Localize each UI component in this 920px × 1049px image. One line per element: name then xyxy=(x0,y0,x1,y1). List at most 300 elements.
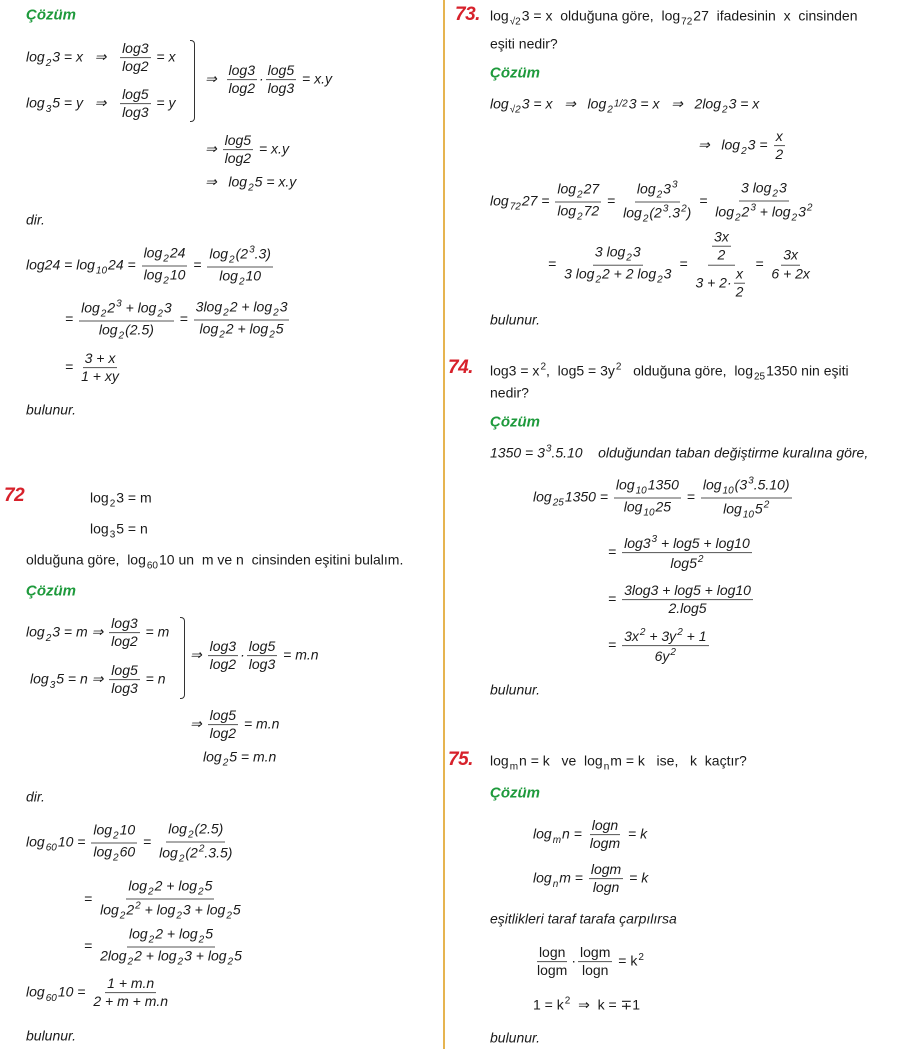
math-text: log3 xyxy=(624,535,651,552)
equation-line xyxy=(205,175,296,194)
math-text: log3 xyxy=(122,104,149,121)
math-text: 3 xyxy=(663,180,671,197)
math-text: 3 log xyxy=(564,265,595,282)
math-text: m = xyxy=(559,869,587,886)
subscript xyxy=(657,275,663,286)
math-text: ⇒ xyxy=(190,715,206,732)
question-line xyxy=(90,491,152,510)
math-text: log xyxy=(615,476,635,493)
math-text: 2 xyxy=(269,329,275,341)
subscript xyxy=(510,762,518,773)
question-line xyxy=(490,385,529,400)
equation-line xyxy=(698,129,787,163)
subscript xyxy=(553,835,561,846)
question-line xyxy=(490,754,747,773)
math-text: 2 xyxy=(577,189,583,201)
math-text: 3 xyxy=(49,679,56,691)
equation-line xyxy=(205,133,289,167)
math-text: logm xyxy=(580,944,611,961)
math-text: log xyxy=(490,7,509,24)
problem-number: 74. xyxy=(448,357,473,378)
math-text: 3 xyxy=(651,534,658,546)
equation-line xyxy=(608,534,754,572)
math-text: 2 xyxy=(734,212,741,224)
math-text: + log xyxy=(140,901,176,918)
math-text: log xyxy=(623,204,642,221)
math-text: · xyxy=(240,646,245,663)
math-text: 2 + m + m.n xyxy=(93,993,169,1010)
superscript xyxy=(764,500,770,511)
subscript xyxy=(577,190,583,201)
subscript xyxy=(147,561,158,572)
math-text: ⇒ k = ∓1 xyxy=(570,996,641,1013)
denominator xyxy=(535,963,569,979)
numerator xyxy=(127,927,215,948)
subscript xyxy=(239,277,245,288)
math-text: 60 xyxy=(146,560,158,572)
right-brace xyxy=(180,617,185,699)
numerator xyxy=(79,299,174,322)
denominator xyxy=(668,554,705,572)
math-text: √2 xyxy=(509,16,521,28)
denominator xyxy=(91,994,170,1010)
math-text: log5 xyxy=(670,555,697,572)
denominator xyxy=(98,948,244,968)
math-text: logn xyxy=(538,944,566,961)
numerator xyxy=(83,351,118,368)
text-bulunur: bulunur. xyxy=(490,1029,541,1046)
subscript xyxy=(96,266,107,277)
math-text: + log xyxy=(121,299,157,316)
denominator xyxy=(208,657,238,673)
math-text: log xyxy=(98,321,118,338)
math-text: 3 xyxy=(279,298,288,315)
math-text: log5 xyxy=(122,86,149,103)
math-text: 5 xyxy=(754,500,763,517)
math-text: 2 xyxy=(226,910,232,922)
math-text: log xyxy=(81,299,100,316)
math-text: = xyxy=(675,255,692,272)
math-text: 1/2 xyxy=(613,98,628,110)
subscript xyxy=(643,508,654,519)
math-text: log xyxy=(636,180,656,197)
math-text: log xyxy=(702,476,722,493)
math-text: .3.5) xyxy=(204,844,233,861)
math-text: 2 xyxy=(118,330,125,342)
math-text: log xyxy=(209,245,229,262)
math-text: 27 ifadesinin x cinsinden xyxy=(693,7,858,24)
subscript xyxy=(101,309,107,320)
question-line xyxy=(490,9,858,28)
math-text: 2 xyxy=(176,910,182,922)
subscript xyxy=(772,189,778,200)
subscript xyxy=(722,105,728,116)
numerator xyxy=(708,230,735,266)
subscript xyxy=(607,98,628,116)
math-text: 2 xyxy=(595,274,601,286)
math-text: 2 xyxy=(657,274,663,286)
math-text: log2 xyxy=(111,633,138,650)
math-text: log xyxy=(533,488,552,505)
math-text: eşitlikleri taraf tarafa çarpılırsa xyxy=(490,910,677,927)
subscript xyxy=(157,309,163,320)
math-text: 3x xyxy=(624,628,639,645)
math-text: log xyxy=(557,180,577,197)
numerator xyxy=(142,246,188,267)
math-text: log xyxy=(93,821,113,838)
math-text: 3 xyxy=(545,443,552,455)
equation-line xyxy=(30,663,166,697)
math-text: log xyxy=(219,267,238,284)
fraction xyxy=(207,245,273,288)
math-text: log2 xyxy=(224,150,252,167)
subscript xyxy=(223,758,229,769)
math-text: 27 xyxy=(583,180,600,197)
math-text: 3 xyxy=(662,203,669,215)
math-text: 1350 = xyxy=(564,488,612,505)
math-text: 3 xyxy=(778,179,787,196)
math-text: 10 xyxy=(119,821,136,838)
math-text: √2 xyxy=(509,104,521,116)
math-text: 2 xyxy=(45,632,52,644)
fraction xyxy=(588,818,622,852)
fraction xyxy=(120,41,150,75)
math-text: 5 = x.y xyxy=(254,173,297,190)
math-text: 2 xyxy=(107,299,116,316)
denominator xyxy=(97,322,156,342)
subscript xyxy=(223,308,229,319)
math-text: 5 xyxy=(205,925,214,942)
math-text: 1350 = 3 xyxy=(490,444,545,461)
fraction xyxy=(109,616,139,650)
numerator xyxy=(208,639,238,656)
right-brace xyxy=(190,40,195,122)
subscript xyxy=(113,831,119,842)
subscript xyxy=(681,17,692,28)
fraction xyxy=(79,351,121,385)
numerator xyxy=(227,63,257,80)
fraction xyxy=(247,639,277,673)
equation-line xyxy=(26,822,236,865)
fraction xyxy=(208,708,238,742)
math-text: m xyxy=(509,761,519,773)
math-text: (2.5) xyxy=(125,321,154,338)
fraction xyxy=(769,248,812,282)
solution-label: Çözüm xyxy=(26,582,76,600)
denominator xyxy=(716,247,728,263)
numerator xyxy=(593,245,643,266)
subscript xyxy=(148,887,154,898)
math-text: 2 xyxy=(656,189,663,201)
equation-line xyxy=(490,443,868,460)
math-text: log xyxy=(723,500,742,517)
math-text: 25 xyxy=(552,497,564,509)
equation-line xyxy=(533,476,794,521)
math-text: 2log xyxy=(100,947,127,964)
denominator xyxy=(120,59,150,75)
math-text: log xyxy=(715,203,734,220)
math-text: = xyxy=(175,310,192,327)
subscript xyxy=(46,993,57,1004)
numerator xyxy=(734,267,745,284)
fraction xyxy=(622,583,753,617)
fraction xyxy=(701,476,792,521)
subscript xyxy=(46,843,57,854)
math-text: m xyxy=(552,834,562,846)
math-text: 72 xyxy=(681,16,693,28)
equation-line xyxy=(533,862,648,896)
numerator xyxy=(109,616,139,633)
math-text: = xyxy=(84,890,97,907)
math-text: log3 xyxy=(122,40,149,57)
math-text: ⇒ xyxy=(205,70,225,87)
math-text: 10 xyxy=(643,507,655,519)
math-text: (3 xyxy=(734,476,748,493)
problem-number: 73. xyxy=(455,4,480,25)
math-text: 3 = x ⇒ xyxy=(52,48,119,65)
math-text: .5.10 olduğundan taban değiştirme kuralına göre, xyxy=(551,444,869,461)
subscript xyxy=(120,911,126,922)
math-text: 72 xyxy=(583,202,600,219)
denominator xyxy=(773,147,785,163)
subscript xyxy=(179,854,185,865)
denominator xyxy=(79,369,121,385)
numerator xyxy=(701,476,792,499)
text-dir: dir. xyxy=(26,788,45,805)
math-text: 3log3 + log5 + log10 xyxy=(624,582,751,599)
subscript xyxy=(577,212,583,223)
fraction xyxy=(535,945,569,979)
math-text: = xyxy=(608,636,621,653)
fraction xyxy=(266,63,296,97)
math-text: 2 xyxy=(177,956,184,968)
math-text: = xyxy=(608,590,621,607)
numerator xyxy=(126,879,214,900)
math-text: 2 xyxy=(791,212,798,224)
denominator xyxy=(247,657,277,673)
math-text: 5 xyxy=(232,901,241,918)
math-text: 5 = n xyxy=(116,520,148,537)
math-text: = m xyxy=(141,623,170,640)
math-text: log xyxy=(26,623,45,640)
math-text: 3x xyxy=(783,247,799,264)
math-text: log xyxy=(143,266,163,283)
math-text: log3 xyxy=(228,62,255,79)
math-text: + 3y xyxy=(645,628,677,645)
math-text: 2 + log xyxy=(134,947,177,964)
math-text: 2 xyxy=(607,104,613,116)
math-text: log xyxy=(557,202,577,219)
denominator xyxy=(653,647,678,665)
math-text: n = k ve log xyxy=(519,752,603,769)
numerator xyxy=(120,87,150,104)
math-text: 24 xyxy=(169,244,186,261)
math-text: 72 xyxy=(509,201,521,213)
superscript xyxy=(698,555,704,566)
math-text: ⇒ xyxy=(190,646,206,663)
subscript xyxy=(110,499,116,510)
denominator xyxy=(227,81,257,97)
math-text: 2 xyxy=(109,498,116,510)
subscript xyxy=(228,957,234,968)
equation-line xyxy=(533,995,640,1012)
denominator xyxy=(666,601,708,617)
math-text: log xyxy=(30,670,49,687)
math-text: 3 xyxy=(748,475,754,487)
superscript xyxy=(672,180,678,191)
math-text: 2 xyxy=(677,627,683,639)
superscript xyxy=(670,648,676,659)
fraction xyxy=(98,927,244,968)
math-text: 2 xyxy=(697,554,704,566)
math-text: olduğuna göre, log xyxy=(26,551,146,568)
math-text: eşiti nedir? xyxy=(490,35,558,52)
numerator xyxy=(194,300,290,321)
math-text: 2 + log xyxy=(155,925,198,942)
math-text: 10 xyxy=(742,509,754,521)
math-text: 3 xyxy=(632,243,641,260)
math-text: 5 xyxy=(204,877,213,894)
numerator xyxy=(614,478,681,499)
subscript xyxy=(657,190,663,201)
subscript xyxy=(50,680,56,691)
math-text: 2 xyxy=(148,934,155,946)
equation-line xyxy=(490,97,759,116)
math-text: = xyxy=(603,192,620,209)
math-text: 3 xyxy=(45,103,52,115)
math-text: log xyxy=(90,520,109,537)
fraction xyxy=(91,976,170,1010)
fraction xyxy=(109,663,139,697)
numerator xyxy=(712,230,731,247)
numerator xyxy=(247,639,277,656)
math-text: 3 xyxy=(663,265,672,282)
fraction xyxy=(622,534,752,572)
numerator xyxy=(109,663,139,680)
math-text: 3 log xyxy=(741,179,772,196)
math-text: log xyxy=(168,820,187,837)
math-text: = xyxy=(695,192,712,209)
math-text: 24 = xyxy=(108,256,140,273)
math-text: 2 xyxy=(540,361,546,373)
subscript xyxy=(163,276,169,287)
math-text: 3 xyxy=(163,299,172,316)
equation-line xyxy=(26,976,172,1010)
numerator xyxy=(622,583,753,600)
math-text: 2 xyxy=(126,901,135,918)
math-text: 3 = xyxy=(747,136,772,153)
subscript xyxy=(636,486,647,497)
math-text: 3 xyxy=(671,179,678,191)
numerator xyxy=(266,63,296,80)
math-text: = x.y xyxy=(255,140,289,157)
math-text: 25 xyxy=(754,371,766,383)
fraction xyxy=(227,63,257,97)
math-text: 5 xyxy=(234,947,242,964)
subscript xyxy=(188,830,194,841)
numerator xyxy=(635,180,680,203)
denominator xyxy=(622,499,673,519)
math-text: 6y xyxy=(654,648,670,665)
math-text: nedir? xyxy=(490,384,529,401)
math-text: 3 = m xyxy=(116,489,152,506)
math-text: 2 xyxy=(229,254,235,266)
math-text: logm xyxy=(537,962,568,979)
subscript xyxy=(510,105,521,116)
math-text: 2 + log xyxy=(225,320,269,337)
math-text: 2 + log xyxy=(229,298,273,315)
text-dir: dir. xyxy=(26,211,45,228)
math-text: 25 xyxy=(655,498,672,515)
math-text: = y xyxy=(152,94,176,111)
math-text: = xyxy=(682,488,699,505)
math-text: 2 xyxy=(273,307,279,319)
math-text: log xyxy=(159,844,178,861)
math-text: log xyxy=(490,192,509,209)
text-line xyxy=(490,911,677,926)
math-text: 2 xyxy=(735,283,744,300)
math-text: logn xyxy=(592,879,620,896)
math-text: log xyxy=(490,95,509,112)
math-text: log5 xyxy=(111,662,138,679)
subscript xyxy=(149,935,155,946)
solution-label: Çözüm xyxy=(490,64,540,82)
subscript xyxy=(743,510,754,521)
denominator xyxy=(217,268,263,288)
math-text: 10 = xyxy=(57,983,90,1000)
denominator xyxy=(109,634,139,650)
subscript xyxy=(163,254,169,265)
math-text: 2 xyxy=(100,308,107,320)
math-text: 2 xyxy=(615,361,622,373)
subscript xyxy=(273,308,279,319)
numerator xyxy=(105,976,156,993)
math-text: = n xyxy=(141,670,166,687)
math-text: = m.n xyxy=(240,715,280,732)
fraction xyxy=(614,478,681,519)
superscript xyxy=(614,99,628,110)
math-text: 10 xyxy=(722,485,734,497)
subscript xyxy=(219,330,225,341)
math-text: 3 log xyxy=(594,243,626,260)
math-text: 3 + log xyxy=(184,947,227,964)
math-text: log3 = x xyxy=(490,362,540,379)
math-text: 5 xyxy=(275,320,284,337)
numerator xyxy=(166,822,225,843)
fraction xyxy=(773,129,785,163)
math-text: 3 = x ⇒ log xyxy=(521,95,607,112)
fraction xyxy=(578,945,612,979)
solution-label: Çözüm xyxy=(490,784,540,802)
math-text: log2 xyxy=(122,58,149,75)
math-text: = xyxy=(548,255,561,272)
math-text: 3 xyxy=(249,244,255,256)
equation-line xyxy=(84,927,246,968)
math-text: 2 xyxy=(717,247,726,264)
subscript xyxy=(553,498,564,509)
math-text: 10 un m ve n cinsinden eşitini bulalım. xyxy=(159,551,404,568)
math-text: 3 + log xyxy=(182,901,226,918)
equation-line xyxy=(190,708,279,742)
math-text: 10 = xyxy=(57,833,90,850)
equation-line xyxy=(84,879,245,922)
denominator xyxy=(713,202,814,224)
math-text: log xyxy=(26,94,45,111)
subscript xyxy=(626,253,632,264)
math-text: 2 xyxy=(806,202,813,214)
math-text: 2 + log xyxy=(154,877,198,894)
numerator xyxy=(208,708,238,725)
